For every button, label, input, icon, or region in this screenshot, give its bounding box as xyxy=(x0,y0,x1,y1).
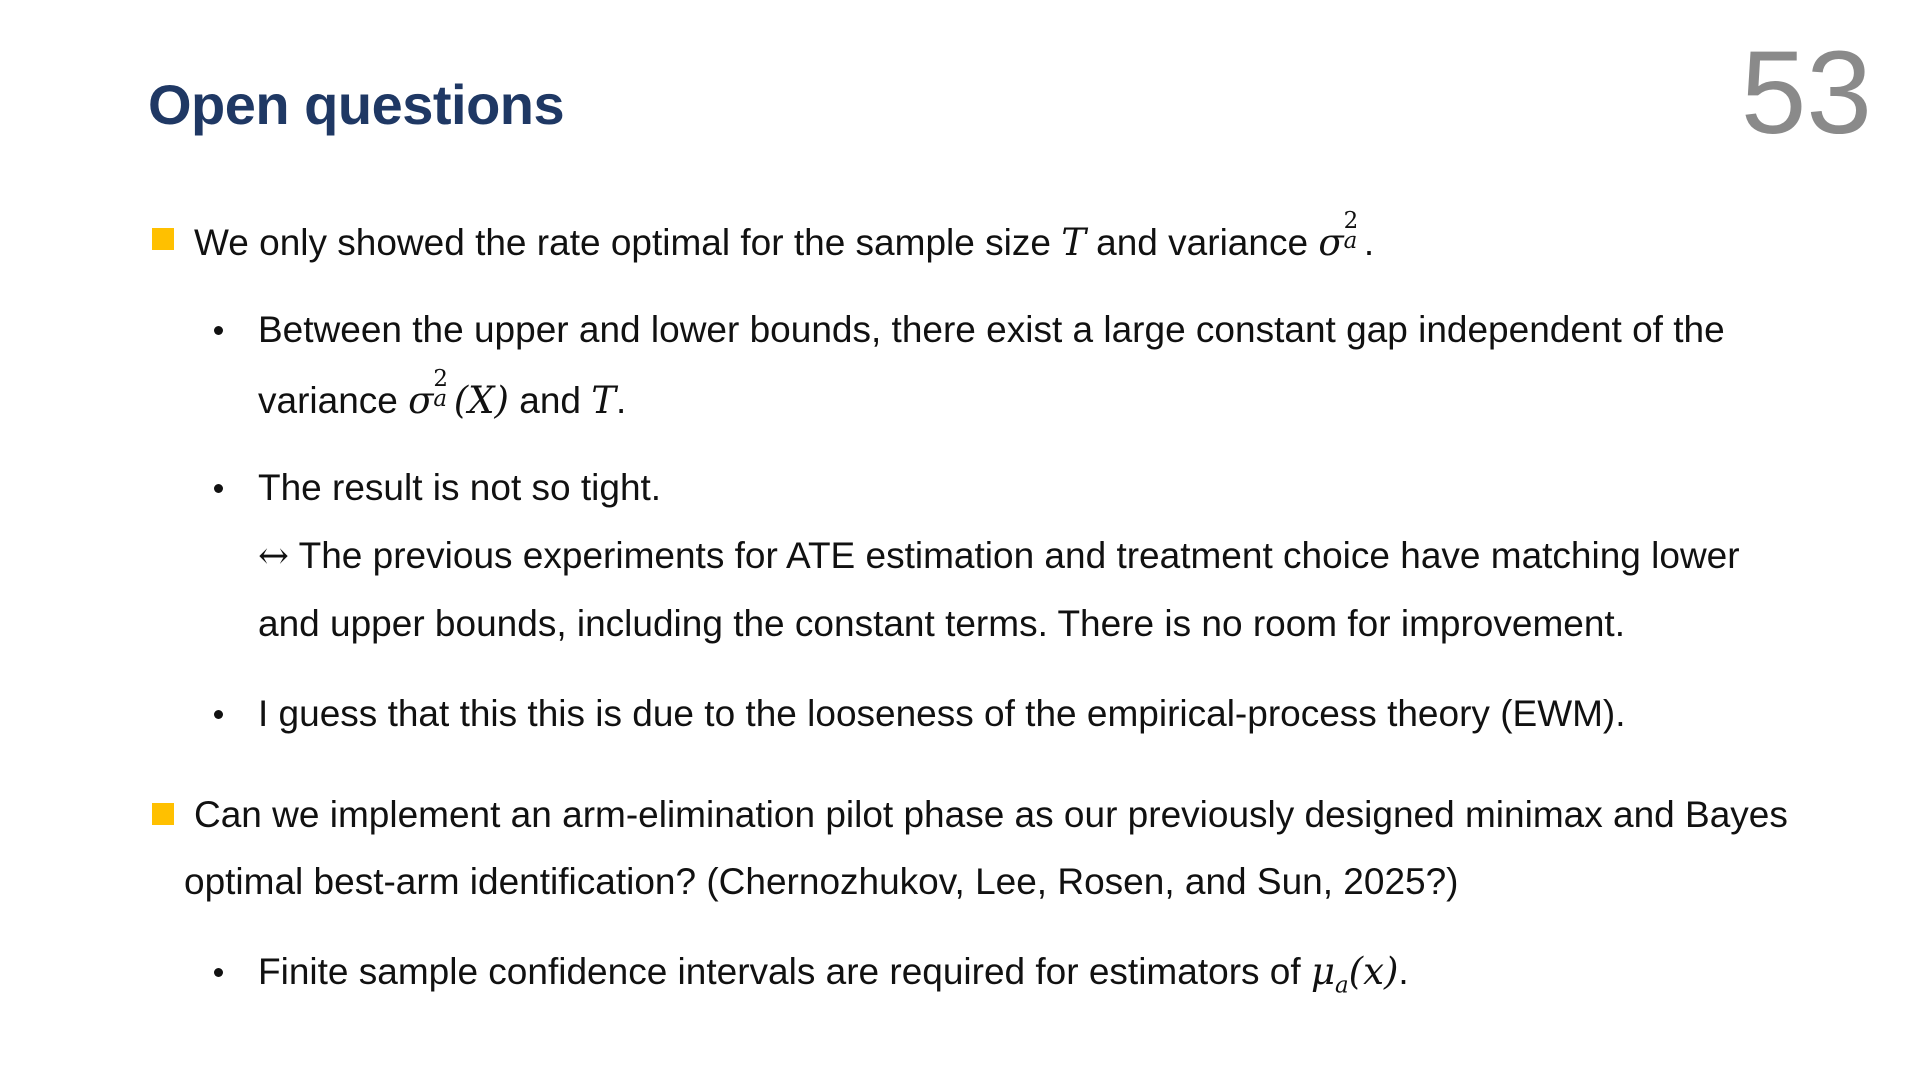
dot-bullet-icon xyxy=(214,710,223,719)
math-subscript: a xyxy=(1334,972,1349,999)
bullet-text xyxy=(194,207,1375,265)
bullet-text xyxy=(258,950,1409,999)
bullet-text-continued: optimal best-arm identification? (Chernozhukov, Lee, Rosen, and Sun, 2025?) xyxy=(184,861,1459,902)
text: variance xyxy=(258,380,409,421)
square-bullet-icon xyxy=(152,803,174,825)
math-sigma: σ xyxy=(1318,221,1344,264)
bullet-text-continued: and upper bounds, including the constant terms. There is no room for improvement. xyxy=(258,603,1625,644)
dot-bullet-icon xyxy=(214,968,223,977)
math-subscript: a xyxy=(433,385,448,412)
math-variable: T xyxy=(591,379,616,422)
math-superscript: 2 xyxy=(433,365,448,392)
text: Finite sample confidence intervals are required for estimators of xyxy=(258,951,1311,992)
bullet-text: Can we implement an arm-elimination pilot phase as our previously designed minimax and Bayes xyxy=(194,794,1788,835)
math-supsub xyxy=(433,365,453,413)
text: The previous experiments for ATE estimation and treatment choice have matching lower xyxy=(289,535,1740,576)
math-supsub xyxy=(1343,207,1364,255)
text: . xyxy=(1363,222,1375,263)
text: We only showed the rate optimal for the sample size xyxy=(194,222,1062,263)
math-sigma: σ xyxy=(408,379,434,422)
bullet-text: Between the upper and lower bounds, there exist a large constant gap independent of the xyxy=(258,309,1725,350)
text: . xyxy=(1398,951,1409,992)
bullet-text-continued xyxy=(258,534,1740,578)
math-argument: (x) xyxy=(1348,950,1399,993)
bullet-text: The result is not so tight. xyxy=(258,467,662,508)
dot-bullet-icon xyxy=(214,484,223,493)
math-superscript: 2 xyxy=(1343,207,1359,234)
text: and variance xyxy=(1085,222,1319,263)
square-bullet-icon xyxy=(152,228,174,250)
math-subscript: a xyxy=(1343,227,1358,254)
double-arrow-icon: ↔ xyxy=(258,534,290,577)
text: and xyxy=(508,380,592,421)
math-mu: μ xyxy=(1310,950,1335,993)
math-variable: T xyxy=(1061,221,1086,264)
slide-title: Open questions xyxy=(148,73,565,136)
bullet-text: I guess that this this is due to the looseness of the empirical-process theory (EWM). xyxy=(258,693,1626,734)
page-number: 53 xyxy=(1740,27,1872,159)
bullet-text-continued xyxy=(258,365,627,423)
math-argument: (X) xyxy=(453,379,509,422)
text: . xyxy=(615,380,627,421)
dot-bullet-icon xyxy=(214,326,223,335)
